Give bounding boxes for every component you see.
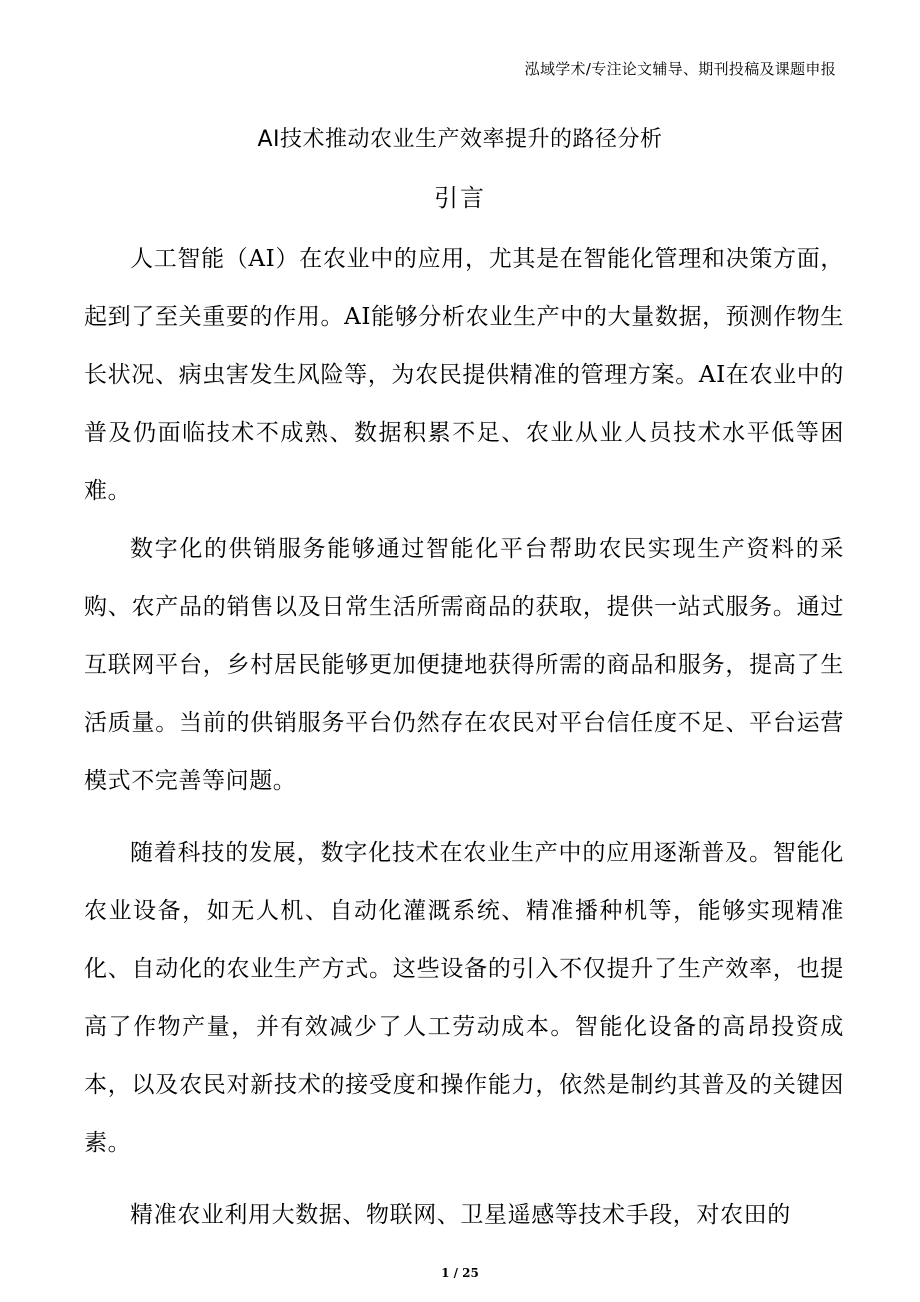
paragraph-3: 随着科技的发展，数字化技术在农业生产中的应用逐渐普及。智能化农业设备，如无人机、自动化灌溉系统、精准播种机等，能够实现精准化、自动化的农业生产方式。这些设备的引入不仅提升了生产效率，也提高了作物产量，并有效减少了人工劳动成本。智能化设备的高昂投资成本，以及农民对新技术的接受度和操作能力，依然是制约其普及的关键因素。 — [84, 840, 844, 1156]
paragraph-2: 数字化的供销服务能够通过智能化平台帮助农民实现生产资料的采购、农产品的销售以及日常生活所需商品的获取，提供一站式服务。通过互联网平台，乡村居民能够更加便捷地获得所需的商品和服务，提高了生活质量。当前的供销服务平台仍然存在农民对平台信任度不足、平台运营模式不完善等问题。 — [84, 536, 844, 794]
page-number: 1 / 25 — [441, 1266, 479, 1280]
header-tagline: 泓域学术/专注论文辅导、期刊投稿及课题申报 — [524, 60, 836, 78]
section-title: 引言 — [434, 184, 486, 212]
document-title: AI技术推动农业生产效率提升的路径分析 — [257, 127, 663, 152]
paragraph-1: 人工智能（AI）在农业中的应用，尤其是在智能化管理和决策方面，起到了至关重要的作用。AI能够分析农业生产中的大量数据，预测作物生长状况、病虫害发生风险等，为农民提供精准的管理方案。AI在农业中的普及仍面临技术不成熟、数据积累不足、农业从业人员技术水平低等困难。 — [84, 246, 844, 504]
document-body — [84, 230, 844, 1258]
paragraph-4: 精准农业利用大数据、物联网、卫星遥感等技术手段，对农田的 — [130, 1202, 791, 1228]
